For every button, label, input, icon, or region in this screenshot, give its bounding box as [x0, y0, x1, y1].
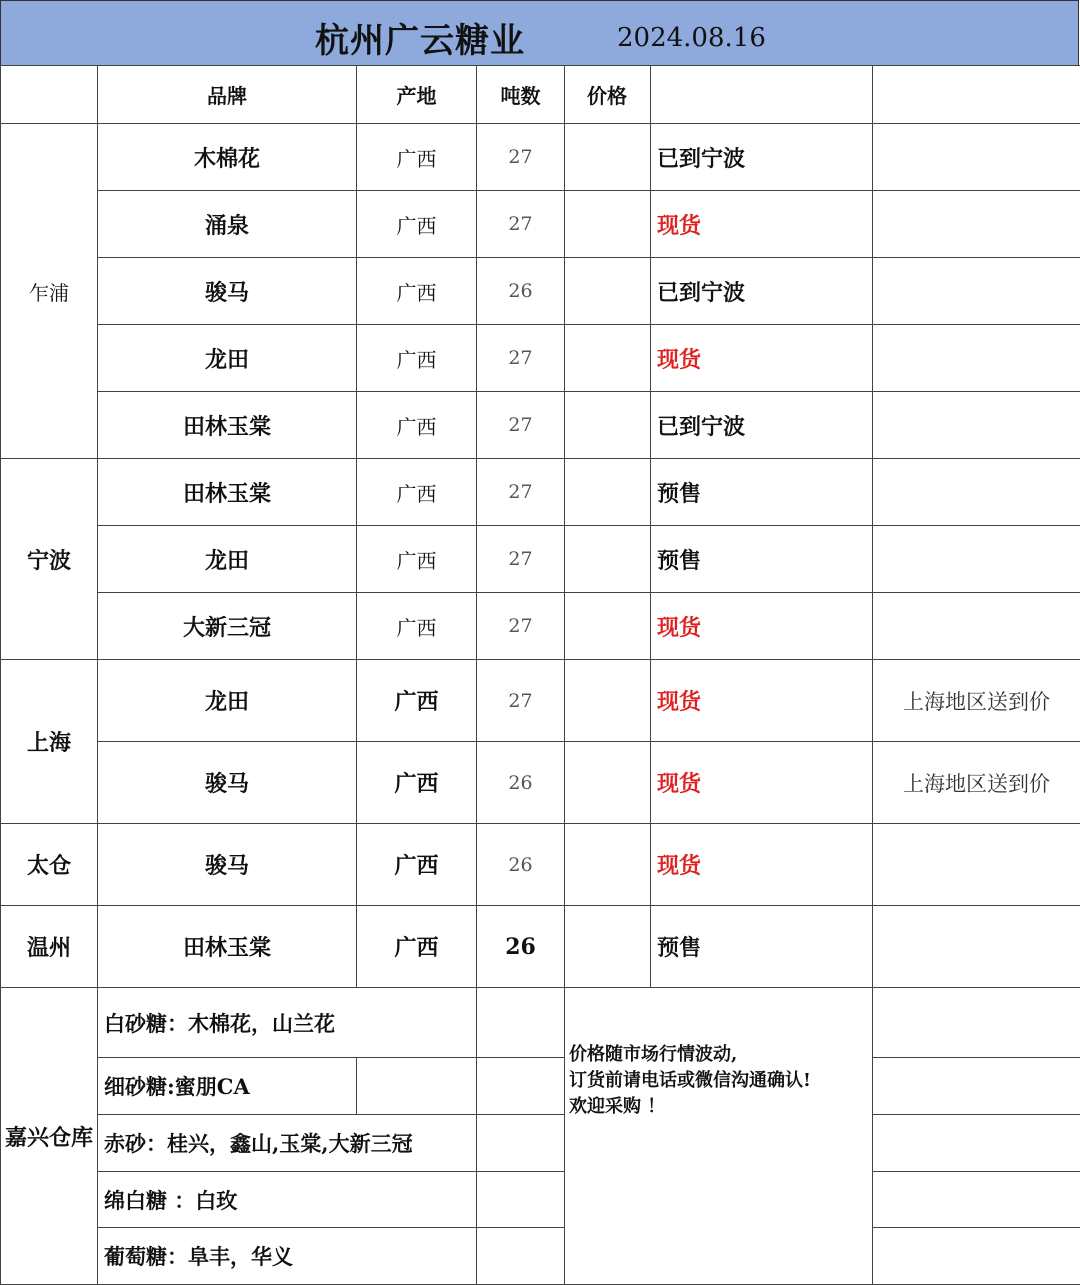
brand-cell: 龙田	[98, 325, 357, 392]
origin-cell: 广西	[357, 742, 477, 824]
warehouse-note-cell	[873, 1115, 1080, 1172]
note-cell: 上海地区送到价	[873, 742, 1080, 824]
brand-cell: 骏马	[98, 258, 357, 325]
price-cell	[565, 824, 651, 906]
price-cell	[565, 742, 651, 824]
price-cell	[565, 258, 651, 325]
remark-line: 价格随市场行情波动,	[569, 1042, 872, 1068]
header-tons: 吨数	[477, 66, 565, 124]
location-cell: 乍浦	[1, 124, 98, 459]
status-cell: 已到宁波	[651, 258, 873, 325]
price-cell	[565, 325, 651, 392]
price-cell	[565, 526, 651, 593]
table-header-row	[1, 66, 1080, 124]
status-cell: 现货	[651, 325, 873, 392]
warehouse-blank-cell	[477, 1228, 565, 1285]
table-row	[1, 459, 1080, 526]
warehouse-blank-cell	[477, 1115, 565, 1172]
status-cell: 现货	[651, 191, 873, 258]
price-cell	[565, 660, 651, 742]
origin-cell: 广西	[357, 124, 477, 191]
brand-cell: 田林玉棠	[98, 392, 357, 459]
warehouse-note-cell	[873, 1228, 1080, 1285]
status-cell: 现货	[651, 824, 873, 906]
note-cell: 上海地区送到价	[873, 660, 1080, 742]
header-price: 价格	[565, 66, 651, 124]
warehouse-blank-cell	[477, 1058, 565, 1115]
location-cell: 温州	[1, 906, 98, 988]
note-cell	[873, 906, 1080, 988]
warehouse-note-cell	[873, 1058, 1080, 1115]
brand-cell: 骏马	[98, 824, 357, 906]
table-row	[1, 258, 1080, 325]
tons-cell: 27	[477, 325, 565, 392]
origin-cell: 广西	[357, 459, 477, 526]
warehouse-note-cell	[873, 1172, 1080, 1228]
note-cell	[873, 191, 1080, 258]
price-cell	[565, 392, 651, 459]
table-row	[1, 906, 1080, 988]
warehouse-row	[1, 1058, 1080, 1115]
location-cell: 宁波	[1, 459, 98, 660]
table-row	[1, 325, 1080, 392]
warehouse-item: 绵白糖 ：白玫	[98, 1172, 477, 1228]
brand-cell: 木棉花	[98, 124, 357, 191]
brand-cell: 龙田	[98, 660, 357, 742]
status-cell: 预售	[651, 459, 873, 526]
inventory-table	[0, 65, 1080, 1285]
status-cell: 已到宁波	[651, 392, 873, 459]
tons-cell: 27	[477, 392, 565, 459]
note-cell	[873, 824, 1080, 906]
warehouse-item: 细砂糖:蜜朋CA	[98, 1058, 357, 1115]
origin-cell: 广西	[357, 325, 477, 392]
note-cell	[873, 526, 1080, 593]
note-cell	[873, 459, 1080, 526]
origin-cell: 广西	[357, 392, 477, 459]
warehouse-row	[1, 1172, 1080, 1228]
brand-cell: 田林玉棠	[98, 459, 357, 526]
status-cell: 预售	[651, 526, 873, 593]
company-title: 杭州广云糖业	[315, 13, 525, 62]
tons-cell: 26	[477, 258, 565, 325]
warehouse-note-cell	[873, 988, 1080, 1058]
tons-cell: 27	[477, 660, 565, 742]
remark-line: 订货前请电话或微信沟通确认!	[569, 1068, 872, 1094]
brand-cell: 大新三冠	[98, 593, 357, 660]
table-row	[1, 124, 1080, 191]
sheet-header	[0, 0, 1079, 66]
tons-cell: 27	[477, 191, 565, 258]
status-cell: 已到宁波	[651, 124, 873, 191]
origin-cell: 广西	[357, 824, 477, 906]
brand-cell: 龙田	[98, 526, 357, 593]
warehouse-row	[1, 988, 1080, 1058]
origin-cell: 广西	[357, 660, 477, 742]
location-cell: 太仓	[1, 824, 98, 906]
header-brand: 品牌	[98, 66, 357, 124]
table-row	[1, 392, 1080, 459]
table-row	[1, 742, 1080, 824]
remark-line: 欢迎采购 ！	[569, 1094, 872, 1120]
note-cell	[873, 124, 1080, 191]
warehouse-row	[1, 1228, 1080, 1285]
status-cell: 现货	[651, 593, 873, 660]
origin-cell: 广西	[357, 258, 477, 325]
table-row	[1, 824, 1080, 906]
price-cell	[565, 593, 651, 660]
origin-cell: 广西	[357, 191, 477, 258]
remark-cell	[565, 988, 873, 1285]
tons-cell: 26	[477, 824, 565, 906]
location-cell: 上海	[1, 660, 98, 824]
note-cell	[873, 258, 1080, 325]
warehouse-location-cell: 嘉兴仓库	[1, 988, 98, 1285]
warehouse-blank-cell	[477, 1172, 565, 1228]
header-status	[651, 66, 873, 124]
origin-cell: 广西	[357, 593, 477, 660]
table-row	[1, 191, 1080, 258]
brand-cell: 田林玉棠	[98, 906, 357, 988]
warehouse-blank-cell	[357, 1058, 477, 1115]
status-cell: 预售	[651, 906, 873, 988]
note-cell	[873, 392, 1080, 459]
header-origin: 产地	[357, 66, 477, 124]
warehouse-row	[1, 1115, 1080, 1172]
brand-cell: 骏马	[98, 742, 357, 824]
header-empty	[1, 66, 98, 124]
tons-cell: 27	[477, 593, 565, 660]
tons-cell: 26	[477, 742, 565, 824]
tons-cell: 27	[477, 526, 565, 593]
warehouse-item: 白砂糖：木棉花，山兰花	[98, 988, 477, 1058]
tons-cell: 27	[477, 124, 565, 191]
origin-cell: 广西	[357, 526, 477, 593]
note-cell	[873, 325, 1080, 392]
note-cell	[873, 593, 1080, 660]
price-cell	[565, 906, 651, 988]
warehouse-blank-cell	[477, 988, 565, 1058]
warehouse-item: 赤砂：桂兴，鑫山,玉棠,大新三冠	[98, 1115, 477, 1172]
origin-cell: 广西	[357, 906, 477, 988]
tons-cell: 26	[477, 906, 565, 988]
header-note	[873, 66, 1080, 124]
price-cell	[565, 459, 651, 526]
status-cell: 现货	[651, 742, 873, 824]
table-row	[1, 526, 1080, 593]
brand-cell: 涌泉	[98, 191, 357, 258]
status-cell: 现货	[651, 660, 873, 742]
table-row	[1, 660, 1080, 742]
sheet-date: 2024.08.16	[617, 23, 766, 53]
tons-cell: 27	[477, 459, 565, 526]
table-row	[1, 593, 1080, 660]
price-cell	[565, 191, 651, 258]
warehouse-item: 葡萄糖：阜丰，华义	[98, 1228, 477, 1285]
price-cell	[565, 124, 651, 191]
